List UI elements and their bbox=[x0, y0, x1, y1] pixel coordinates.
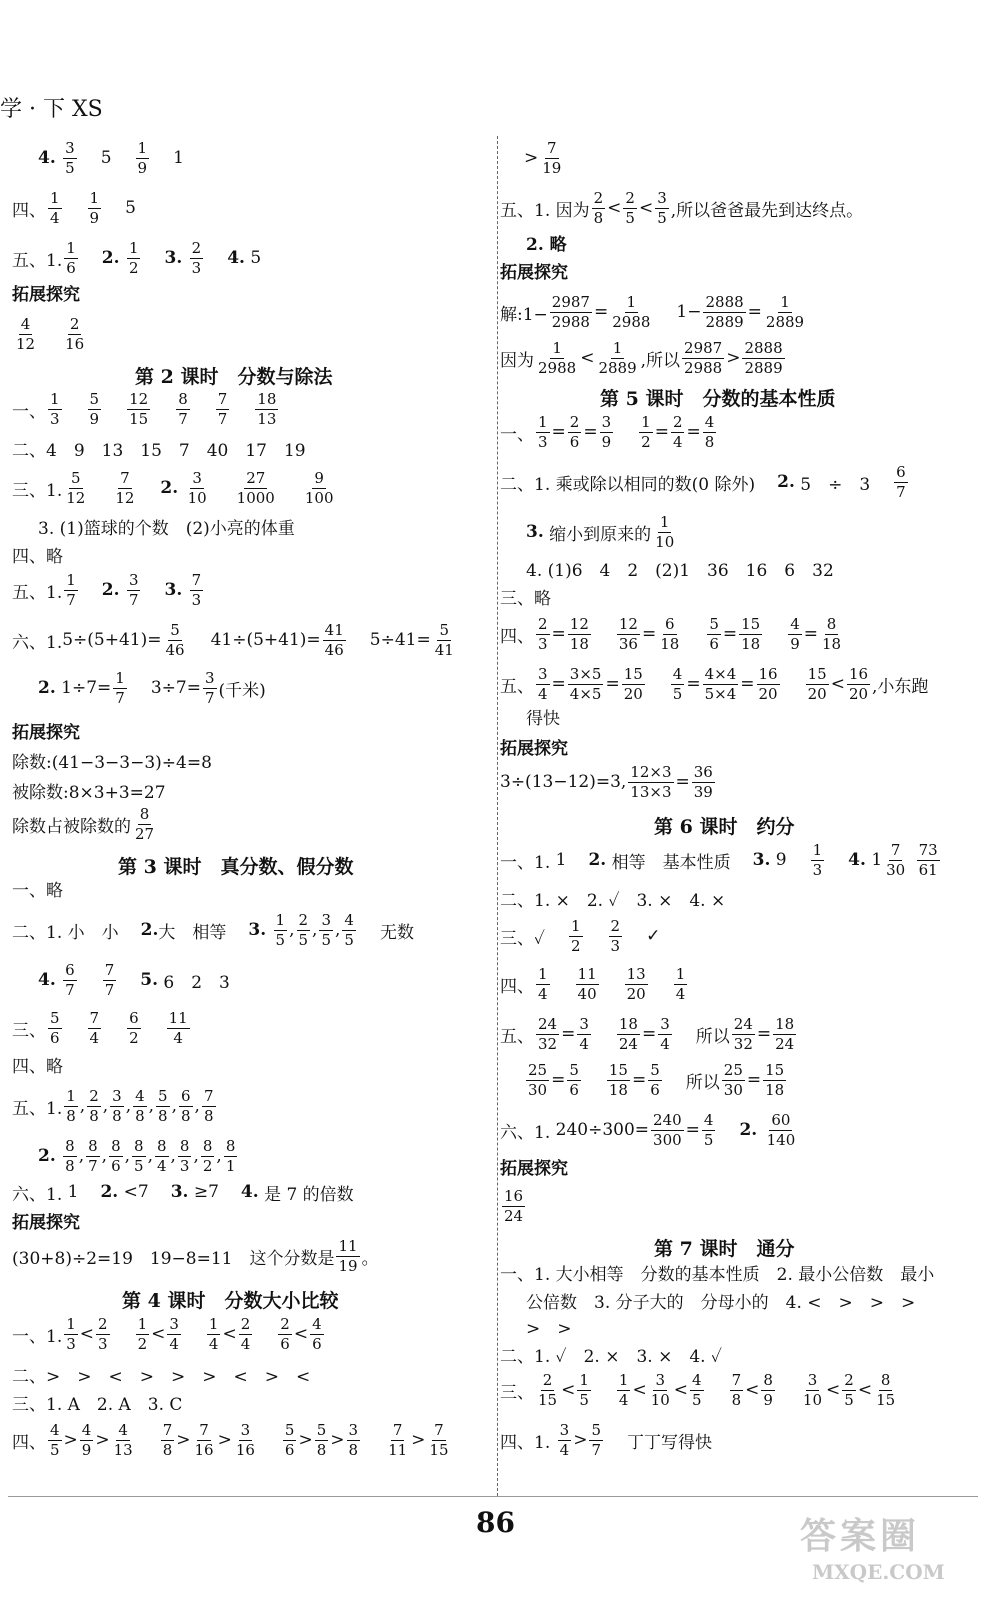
fraction: $\frac{7}{11}$ bbox=[388, 1420, 408, 1459]
fraction: $\frac{3}{4}$ bbox=[169, 1314, 179, 1353]
fraction: $\frac{3}{10}$ bbox=[187, 468, 207, 507]
watermark-logo: 答案圈 bbox=[800, 1515, 921, 1557]
fraction: $\frac{1}{9}$ bbox=[89, 188, 100, 227]
fraction: $\frac{1}{4}$ bbox=[675, 964, 686, 1003]
fraction: $\frac{12}{18}$ bbox=[569, 614, 589, 653]
fraction: $\frac{3\times 5}{4\times 5}$ bbox=[569, 664, 602, 703]
lesson-title: 第 5 课时 分数的基本性质 bbox=[600, 388, 836, 410]
lesson5-er-4: 4. (1)6 4 2 (2)1 36 16 6 32 bbox=[526, 560, 834, 581]
fraction: $\frac{1}{3}$ bbox=[812, 840, 823, 879]
fraction: $\frac{2}{5}$ bbox=[844, 1370, 854, 1409]
fraction: $\frac{8}{6}$ bbox=[111, 1136, 121, 1175]
fraction: $\frac{12}{15}$ bbox=[129, 389, 149, 428]
lesson2-section-si: 四、略 bbox=[12, 546, 63, 567]
fraction: $\frac{11}{40}$ bbox=[577, 964, 597, 1003]
fraction: $\frac{1}{4}$ bbox=[618, 1370, 629, 1409]
fraction: $\frac{5}{12}$ bbox=[66, 468, 86, 507]
fraction: $\frac{1}{2988}$ bbox=[612, 292, 651, 331]
lesson2-san-3: 3. (1)篮球的个数 (2)小亮的体重 bbox=[38, 518, 295, 539]
fraction: $\frac{240}{300}$ bbox=[653, 1110, 682, 1149]
fraction: $\frac{25}{30}$ bbox=[528, 1060, 548, 1099]
page-number: 86 bbox=[476, 1506, 515, 1539]
extension-heading: 拓展探究 bbox=[12, 284, 80, 305]
fraction: $\frac{7}{8}$ bbox=[203, 1086, 214, 1125]
lesson3-section-si: 四、略 bbox=[12, 1056, 63, 1077]
fraction: $\frac{16}{20}$ bbox=[848, 664, 869, 703]
fraction: $\frac{18}{13}$ bbox=[257, 389, 277, 428]
left-section-wu: 五、1. $\frac{1}{6}$ 2. $\frac{1}{2}$ 3. $\frac{2}{3}$ 4. 5 bbox=[12, 238, 262, 277]
right-section-wu: 五、1. 因为 $\frac{2}{8}$ < $\frac{2}{5}$ < $\frac{3}{5}$ ,所以爸爸最先到达终点。 bbox=[500, 188, 864, 227]
fraction: $\frac{2}{3}$ bbox=[538, 614, 548, 653]
right-continued: > $\frac{7}{19}$ bbox=[524, 138, 562, 177]
lesson4-section-er: 二、> > < > > > < > < bbox=[12, 1366, 311, 1387]
fraction: $\frac{6}{2}$ bbox=[129, 1008, 139, 1047]
lesson5-er-3: 3. 缩小到原来的 $\frac{1}{10}$ bbox=[526, 512, 675, 551]
fraction: $\frac{2}{5}$ bbox=[625, 188, 635, 227]
lesson2-section-wu: 五、1. $\frac{1}{7}$ 2. $\frac{3}{7}$ 3. $\frac{7}{3}$ bbox=[12, 570, 202, 609]
fraction: $\frac{8}{1}$ bbox=[225, 1136, 236, 1175]
lesson5-section-wu: 五、 $\frac{3}{4}$ = $\frac{3\times 5}{4\times 5}$ = $\frac{15}{20}$ $\frac{4}{5}$ = $\frac{4\times 4}{5\times 4}$ = $\frac{16}{20}$ $\frac{15}{20}$ < $\frac{16}{20}$ ,小东跑 bbox=[500, 664, 929, 703]
fraction: $\frac{5}{41}$ bbox=[434, 620, 454, 659]
fraction: $\frac{1}{2}$ bbox=[137, 1314, 148, 1353]
lesson5-section-si: 四、 $\frac{2}{3}$ = $\frac{12}{18}$ $\frac{12}{36}$ = $\frac{6}{18}$ $\frac{5}{6}$ = $\frac{15}{18}$ $\frac{4}{9}$ = $\frac{8}{18}$ bbox=[500, 614, 842, 653]
fraction: $\frac{6}{7}$ bbox=[65, 960, 75, 999]
lesson-title: 第 6 课时 约分 bbox=[654, 816, 795, 838]
fraction: $\frac{1}{8}$ bbox=[66, 1086, 76, 1125]
fraction: $\frac{1}{4}$ bbox=[50, 188, 60, 227]
fraction: $\frac{8}{2}$ bbox=[202, 1136, 213, 1175]
fraction: $\frac{11}{4}$ bbox=[168, 1008, 188, 1047]
lesson6-section-si: 四、 $\frac{1}{4}$ $\frac{11}{40}$ $\frac{13}{20}$ $\frac{1}{4}$ bbox=[500, 964, 686, 1003]
lesson6-section-er: 二、1. × 2. ✓ 3. × 4. × bbox=[500, 890, 726, 911]
fraction: $\frac{3}{7}$ bbox=[128, 570, 139, 609]
header-title: 学 · 下 XS bbox=[0, 97, 103, 122]
fraction: $\frac{5}{8}$ bbox=[158, 1086, 168, 1125]
lesson7-section-er: 二、1. ✓ 2. × 3. × 4. ✓ bbox=[500, 1346, 722, 1367]
lesson5-wu-cont: 得快 bbox=[526, 708, 560, 729]
fraction: $\frac{2}{16}$ bbox=[65, 314, 85, 353]
fraction: $\frac{2987}{2988}$ bbox=[551, 292, 590, 331]
fraction: $\frac{2}{3}$ bbox=[610, 916, 621, 955]
lesson5-section-yi: 一、 $\frac{1}{3}$ = $\frac{2}{6}$ = $\frac{3}{9}$ $\frac{1}{2}$ = $\frac{2}{4}$ = $\frac{4}{8}$ bbox=[500, 412, 715, 451]
fraction: $\frac{1}{7}$ bbox=[66, 570, 76, 609]
lesson2-section-san: 三、1. $\frac{5}{12}$ $\frac{7}{12}$ 2. $\frac{3}{10}$ $\frac{27}{1000}$ $\frac{9}{100}$ bbox=[12, 468, 334, 507]
fraction: $\frac{5}{6}$ bbox=[650, 1060, 660, 1099]
fraction: $\frac{5}{6}$ bbox=[50, 1008, 60, 1047]
extension-answer bbox=[500, 1182, 527, 1230]
fraction: $\frac{4}{5}$ bbox=[672, 664, 683, 703]
lesson4-section-san: 三、1. A 2. A 3. C bbox=[12, 1394, 183, 1415]
lesson3-section-wu-2: 2. $\frac{8}{8}$ , $\frac{8}{7}$ , $\frac{8}{6}$ , $\frac{8}{5}$ , $\frac{8}{4}$ , $\frac{8}{3}$ , $\frac{8}{2}$ , $\frac{8}{1}$ bbox=[38, 1136, 236, 1175]
fraction: $\frac{16}{24}$ bbox=[504, 1186, 524, 1225]
fraction: $\frac{24}{32}$ bbox=[733, 1014, 753, 1053]
lesson-title: 第 4 课时 分数大小比较 bbox=[122, 1290, 339, 1312]
lesson5-section-er: 二、1. 乘或除以相同的数(0 除外) 2. 5 ÷ 3 $\frac{6}{7}$ bbox=[500, 462, 906, 501]
lesson-title: 第 3 课时 真分数、假分数 bbox=[118, 856, 354, 878]
fraction: $\frac{16}{20}$ bbox=[758, 664, 778, 703]
lesson7-section-san: 三、 $\frac{2}{15}$ < $\frac{1}{5}$ $\frac{1}{4}$ < $\frac{3}{10}$ < $\frac{4}{5}$ $\frac{7}{8}$ < $\frac{8}{9}$ $\frac{3}{10}$ < $\frac{2}{5}$ < $\frac{8}{15}$ bbox=[500, 1370, 896, 1409]
fraction: $\frac{1}{2}$ bbox=[570, 916, 581, 955]
fraction: $\frac{15}{18}$ bbox=[608, 1060, 628, 1099]
lesson3-section-liu: 六、1. 1 2. <7 3. ≥7 4. 是 7 的倍数 bbox=[12, 1182, 354, 1205]
fraction: $\frac{1}{4}$ bbox=[538, 964, 548, 1003]
lesson6-section-yi: 一、1. 1 2. 相等 基本性质 3. 9 $\frac{1}{3}$ 4. 1 $\frac{7}{30}$ $\frac{73}{61}$ bbox=[500, 840, 938, 879]
lesson3-section-wu-1: 五、1. $\frac{1}{8}$ , $\frac{2}{8}$ , $\frac{3}{8}$ , $\frac{4}{8}$ , $\frac{5}{8}$ , $\frac{6}{8}$ , $\frac{7}{8}$ bbox=[12, 1086, 214, 1125]
column-divider bbox=[497, 136, 498, 1496]
fraction: $\frac{15}{20}$ bbox=[623, 664, 643, 703]
fraction: $\frac{4}{9}$ bbox=[81, 1420, 92, 1459]
extension-heading: 拓展探究 bbox=[12, 1212, 80, 1233]
fraction: $\frac{1}{2}$ bbox=[641, 412, 651, 451]
fraction: $\frac{1}{2}$ bbox=[128, 238, 139, 277]
extension-answer bbox=[12, 310, 88, 358]
fraction: $\frac{4}{5}$ bbox=[692, 1370, 702, 1409]
fraction: $\frac{4}{8}$ bbox=[135, 1086, 145, 1125]
extension-line: 被除数:8×3+3=27 bbox=[12, 782, 166, 803]
lesson6-section-liu: 六、1. 240÷300= $\frac{240}{300}$ = $\frac{4}{5}$ 2. $\frac{60}{140}$ bbox=[500, 1110, 796, 1149]
lesson7-section-yi: 一、1. 大小相等 分数的基本性质 2. 最小公倍数 最小 bbox=[500, 1264, 935, 1285]
fraction: $\frac{7}{7}$ bbox=[104, 960, 115, 999]
bottom-rule bbox=[8, 1496, 978, 1497]
lesson5-section-san: 三、略 bbox=[500, 588, 551, 609]
fraction: $\frac{12\times 3}{13\times 3}$ bbox=[630, 762, 672, 801]
fraction: $\frac{1}{4}$ bbox=[208, 1314, 219, 1353]
fraction: $\frac{8}{9}$ bbox=[763, 1370, 773, 1409]
fraction: $\frac{7}{7}$ bbox=[217, 389, 228, 428]
fraction: $\frac{41}{46}$ bbox=[324, 620, 344, 659]
fraction: $\frac{4}{5}$ bbox=[344, 910, 354, 949]
lesson6-section-san: 三、✓ $\frac{1}{2}$ $\frac{2}{3}$ ✓ bbox=[500, 916, 661, 955]
fraction: $\frac{4}{9}$ bbox=[790, 614, 800, 653]
lesson7-section-yi-cont: 公倍数 3. 分子大的 分母小的 4. < > > > bbox=[526, 1292, 916, 1313]
lesson7-section-yi-cont: > > bbox=[526, 1318, 572, 1339]
fraction: $\frac{1}{5}$ bbox=[275, 910, 286, 949]
fraction: $\frac{15}{18}$ bbox=[741, 614, 761, 653]
lesson3-section-yi: 一、略 bbox=[12, 880, 63, 901]
fraction: $\frac{8}{15}$ bbox=[876, 1370, 896, 1409]
lesson6-section-wu: 五、 $\frac{24}{32}$ = $\frac{3}{4}$ $\frac{18}{24}$ = $\frac{3}{4}$ 所以 $\frac{24}{32}$ = $\frac{18}{24}$ bbox=[500, 1014, 795, 1053]
fraction: $\frac{36}{39}$ bbox=[693, 762, 713, 801]
extension-line: 除数占被除数的 $\frac{8}{27}$ bbox=[12, 804, 155, 843]
fraction: $\frac{24}{32}$ bbox=[538, 1014, 558, 1053]
fraction: $\frac{8}{5}$ bbox=[134, 1136, 144, 1175]
fraction: $\frac{2888}{2889}$ bbox=[744, 338, 783, 377]
fraction: $\frac{12}{36}$ bbox=[618, 614, 638, 653]
extension-line: 3÷(13−12)=3, $\frac{12\times 3}{13\times 3}$ = $\frac{36}{39}$ bbox=[500, 762, 713, 801]
fraction: $\frac{25}{30}$ bbox=[723, 1060, 743, 1099]
fraction: $\frac{7}{19}$ bbox=[542, 138, 562, 177]
lesson3-section-san: 三、 $\frac{5}{6}$ $\frac{7}{4}$ $\frac{6}{2}$ $\frac{11}{4}$ bbox=[12, 1008, 188, 1047]
fraction: $\frac{18}{24}$ bbox=[775, 1014, 795, 1053]
fraction: $\frac{2}{6}$ bbox=[280, 1314, 290, 1353]
fraction: $\frac{2}{3}$ bbox=[98, 1314, 108, 1353]
extension-line: (30+8)÷2=19 19−8=11 这个分数是 $\frac{11}{19}$ 。 bbox=[12, 1236, 379, 1275]
lesson7-section-si: 四、1. $\frac{3}{4}$ > $\frac{5}{7}$ 丁丁写得快 bbox=[500, 1420, 712, 1459]
watermark-url: MXQE.COM bbox=[812, 1560, 945, 1584]
extension-heading: 拓展探究 bbox=[500, 738, 568, 759]
lesson-title: 第 2 课时 分数与除法 bbox=[135, 366, 333, 388]
fraction: $\frac{3}{8}$ bbox=[112, 1086, 122, 1125]
fraction: $\frac{60}{140}$ bbox=[766, 1110, 796, 1149]
extension-line: 除数:(41−3−3−3)÷4=8 bbox=[12, 752, 212, 773]
fraction: $\frac{1}{3}$ bbox=[66, 1314, 76, 1353]
lesson2-liu-2: 2. 1÷7= $\frac{1}{7}$ 3÷7= $\frac{3}{7}$ (千米) bbox=[38, 668, 266, 707]
fraction: $\frac{6}{7}$ bbox=[896, 462, 906, 501]
fraction: $\frac{5}{6}$ bbox=[709, 614, 719, 653]
fraction: $\frac{3}{4}$ bbox=[538, 664, 548, 703]
fraction: $\frac{9}{100}$ bbox=[304, 468, 334, 507]
extension-solution: 解:1− $\frac{2987}{2988}$ = $\frac{1}{2988}$ 1− $\frac{2888}{2889}$ = $\frac{1}{2889}$ bbox=[500, 292, 805, 331]
fraction: $\frac{4}{12}$ bbox=[16, 314, 36, 353]
fraction: $\frac{5}{8}$ bbox=[316, 1420, 327, 1459]
lesson4-section-yi: 一、1. $\frac{1}{3}$ < $\frac{2}{3}$ $\frac{1}{2}$ < $\frac{3}{4}$ $\frac{1}{4}$ < $\frac{2}{4}$ $\frac{2}{6}$ < $\frac{4}{6}$ bbox=[12, 1314, 322, 1353]
fraction: $\frac{8}{18}$ bbox=[822, 614, 842, 653]
extension-heading: 拓展探究 bbox=[500, 262, 568, 283]
fraction: $\frac{7}{16}$ bbox=[194, 1420, 214, 1459]
fraction: $\frac{3}{10}$ bbox=[802, 1370, 823, 1409]
fraction: $\frac{2888}{2889}$ bbox=[705, 292, 744, 331]
fraction: $\frac{6}{18}$ bbox=[660, 614, 680, 653]
lesson2-section-liu: 六、1. 5÷(5+41)= $\frac{5}{46}$ 41÷(5+41)= $\frac{41}{46}$ 5÷41= $\frac{5}{41}$ bbox=[12, 620, 454, 659]
lesson2-section-yi: 一、 $\frac{1}{3}$ $\frac{5}{9}$ $\frac{12}{15}$ $\frac{8}{7}$ $\frac{7}{7}$ $\frac{18}{13}$ bbox=[12, 389, 277, 428]
fraction: $\frac{1}{2889}$ bbox=[598, 338, 637, 377]
fraction: $\frac{7}{8}$ bbox=[731, 1370, 742, 1409]
fraction: $\frac{3}{9}$ bbox=[601, 412, 612, 451]
extension-heading: 拓展探究 bbox=[500, 1158, 568, 1179]
fraction: $\frac{3}{5}$ bbox=[65, 138, 75, 177]
fraction: $\frac{7}{15}$ bbox=[429, 1420, 449, 1459]
lesson-title: 第 7 课时 通分 bbox=[654, 1238, 795, 1260]
fraction: $\frac{4}{6}$ bbox=[312, 1314, 322, 1353]
fraction: $\frac{2}{5}$ bbox=[298, 910, 309, 949]
fraction: $\frac{7}{4}$ bbox=[89, 1008, 100, 1047]
lesson6-section-wu-2: $\frac{25}{30}$ = $\frac{5}{6}$ $\frac{15}{18}$ = $\frac{5}{6}$ 所以 $\frac{25}{30}$ = $\frac{15}{18}$ bbox=[528, 1060, 785, 1099]
fraction: $\frac{7}{30}$ bbox=[886, 840, 906, 879]
fraction: $\frac{3}{10}$ bbox=[650, 1370, 670, 1409]
left-item-4: 4. $\frac{3}{5}$ 5 $\frac{1}{9}$ 1 bbox=[38, 138, 184, 177]
lesson3-er-4: 4. $\frac{6}{7}$ $\frac{7}{7}$ 5. 6 2 3 bbox=[38, 960, 230, 999]
right-wu-2: 2. 略 bbox=[526, 234, 567, 255]
fraction: $\frac{15}{18}$ bbox=[765, 1060, 785, 1099]
fraction: $\frac{1}{3}$ bbox=[50, 389, 60, 428]
fraction: $\frac{8}{3}$ bbox=[179, 1136, 190, 1175]
fraction: $\frac{3}{4}$ bbox=[579, 1014, 589, 1053]
fraction: $\frac{15}{20}$ bbox=[807, 664, 827, 703]
fraction: $\frac{2}{6}$ bbox=[569, 412, 580, 451]
fraction: $\frac{6}{8}$ bbox=[181, 1086, 191, 1125]
fraction: $\frac{3}{8}$ bbox=[348, 1420, 359, 1459]
fraction: $\frac{3}{7}$ bbox=[204, 668, 215, 707]
fraction: $\frac{2}{8}$ bbox=[593, 188, 604, 227]
fraction: $\frac{7}{12}$ bbox=[115, 468, 135, 507]
fraction: $\frac{2}{8}$ bbox=[89, 1086, 99, 1125]
fraction: $\frac{2987}{2988}$ bbox=[684, 338, 723, 377]
fraction: $\frac{2}{3}$ bbox=[191, 238, 202, 277]
fraction: $\frac{1}{2988}$ bbox=[538, 338, 577, 377]
fraction: $\frac{4}{13}$ bbox=[113, 1420, 133, 1459]
fraction: $\frac{27}{1000}$ bbox=[236, 468, 275, 507]
fraction: $\frac{8}{4}$ bbox=[156, 1136, 167, 1175]
fraction: $\frac{2}{4}$ bbox=[240, 1314, 251, 1353]
fraction: $\frac{5}{7}$ bbox=[591, 1420, 601, 1459]
fraction: $\frac{8}{27}$ bbox=[135, 804, 155, 843]
fraction: $\frac{7}{3}$ bbox=[191, 570, 202, 609]
fraction: $\frac{1}{9}$ bbox=[137, 138, 148, 177]
fraction: $\frac{4\times 4}{5\times 4}$ bbox=[704, 664, 737, 703]
fraction: $\frac{7}{8}$ bbox=[162, 1420, 173, 1459]
left-section-si: 四、 $\frac{1}{4}$ $\frac{1}{9}$ 5 bbox=[12, 188, 136, 227]
fraction: $\frac{5}{6}$ bbox=[569, 1060, 579, 1099]
fraction: $\frac{4}{8}$ bbox=[704, 412, 715, 451]
fraction: $\frac{1}{10}$ bbox=[655, 512, 675, 551]
fraction: $\frac{5}{46}$ bbox=[165, 620, 185, 659]
fraction: $\frac{2}{15}$ bbox=[538, 1370, 558, 1409]
fraction: $\frac{13}{20}$ bbox=[626, 964, 646, 1003]
fraction: $\frac{8}{8}$ bbox=[65, 1136, 75, 1175]
fraction: $\frac{1}{7}$ bbox=[115, 668, 125, 707]
fraction: $\frac{1}{3}$ bbox=[538, 412, 548, 451]
fraction: $\frac{5}{9}$ bbox=[89, 389, 100, 428]
lesson2-section-er: 二、4 9 13 15 7 40 17 19 bbox=[12, 440, 306, 461]
fraction: $\frac{4}{5}$ bbox=[703, 1110, 714, 1149]
fraction: $\frac{1}{2889}$ bbox=[765, 292, 805, 331]
fraction: $\frac{3}{5}$ bbox=[321, 910, 331, 949]
lesson4-section-si: 四、 $\frac{4}{5}$ > $\frac{4}{9}$ > $\frac{4}{13}$ $\frac{7}{8}$ > $\frac{7}{16}$ > $\frac{3}{16}$ $\frac{5}{6}$ > $\frac{5}{8}$ > $\frac{3}{8}$ $\frac{7}{11}$ > $\frac{7}{15}$ bbox=[12, 1420, 449, 1459]
lesson3-section-er: 二、1. 小 小 2. 大 相等 3. $\frac{1}{5}$ , $\frac{2}{5}$ , $\frac{3}{5}$ , $\frac{4}{5}$ 无数 bbox=[12, 910, 414, 949]
fraction: $\frac{73}{61}$ bbox=[918, 840, 938, 879]
fraction: $\frac{3}{4}$ bbox=[660, 1014, 670, 1053]
fraction: $\frac{8}{7}$ bbox=[178, 389, 188, 428]
fraction: $\frac{3}{16}$ bbox=[235, 1420, 255, 1459]
fraction: $\frac{5}{6}$ bbox=[284, 1420, 295, 1459]
fraction: $\frac{3}{4}$ bbox=[559, 1420, 570, 1459]
fraction: $\frac{3}{5}$ bbox=[657, 188, 667, 227]
fraction: $\frac{2}{4}$ bbox=[672, 412, 683, 451]
fraction: $\frac{4}{5}$ bbox=[50, 1420, 60, 1459]
fraction: $\frac{8}{7}$ bbox=[88, 1136, 98, 1175]
extension-heading: 拓展探究 bbox=[12, 722, 80, 743]
fraction: $\frac{1}{6}$ bbox=[66, 238, 76, 277]
fraction: $\frac{1}{5}$ bbox=[579, 1370, 589, 1409]
fraction: $\frac{18}{24}$ bbox=[618, 1014, 638, 1053]
extension-solution: 因为 $\frac{1}{2988}$ < $\frac{1}{2889}$ ,所以 $\frac{2987}{2988}$ > $\frac{2888}{2889}$ bbox=[500, 338, 783, 377]
fraction: $\frac{11}{19}$ bbox=[338, 1236, 358, 1275]
